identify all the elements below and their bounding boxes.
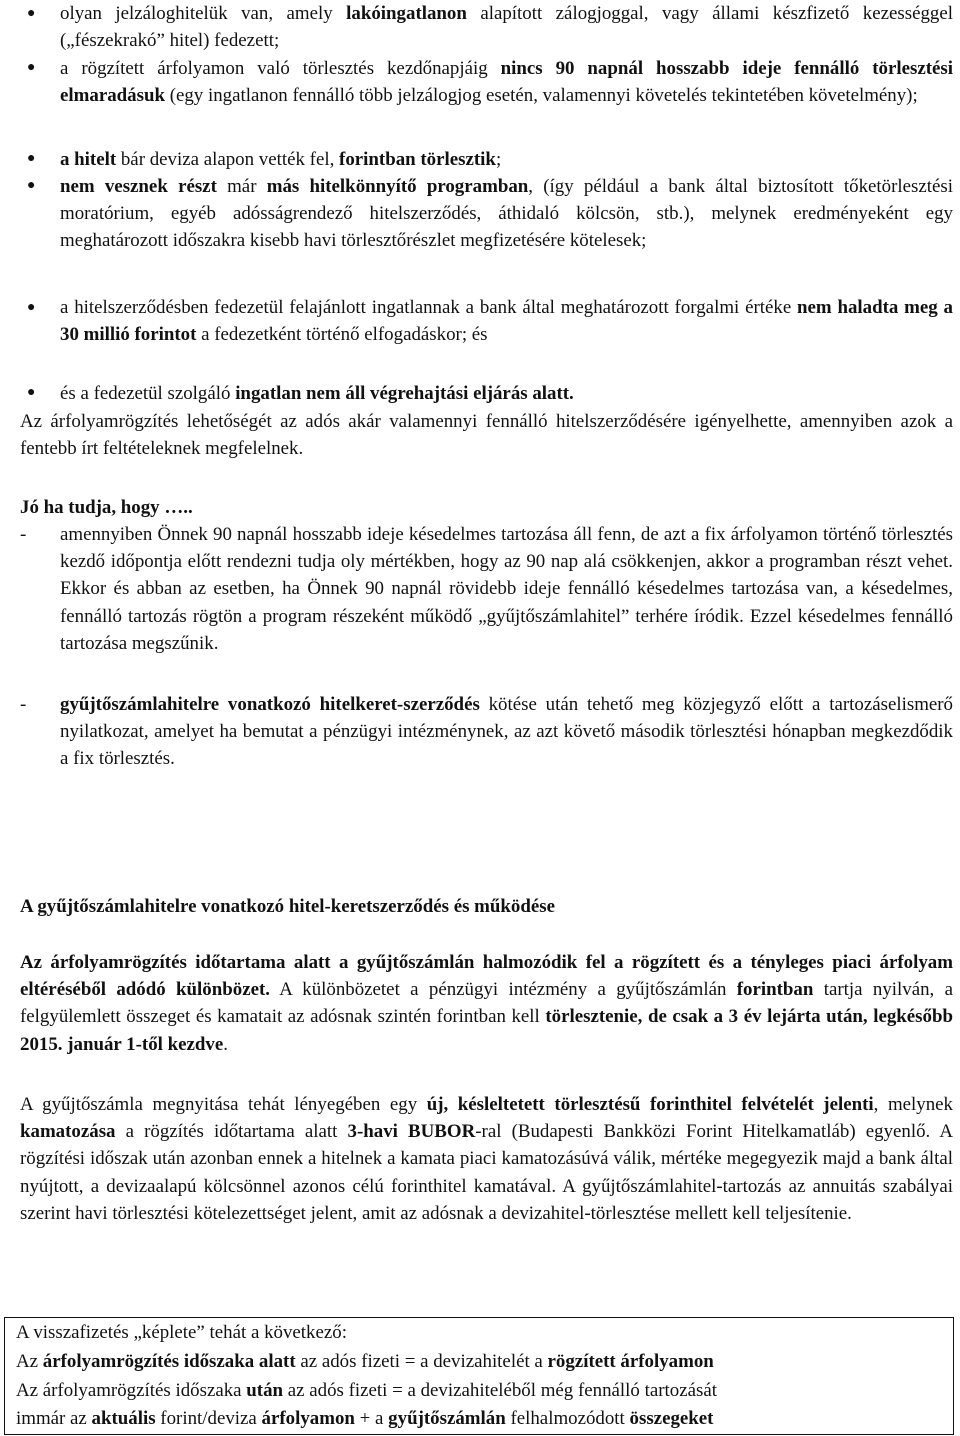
text-run: Az [16, 1351, 43, 1372]
text-run: amennyiben Önnek 90 napnál hosszabb ideje késedelmes tartozása áll fenn, de azt a fix árfolyamon történő törlesztés kezdő időpontja előtt rendezni tudja oly mértékben, hogy az 90 nap alá csökkenjen, akkor a programban részt vehet. Ekkor és abban az esetben, ha Önnek 90 napnál rövidebb ideje fennálló késedelmes tartozása van, a késedelmes, fennálló tartozás rögtön a program részeként működő „gyűjtőszámlahitel” terhére íródik. Ezzel késedelmes fennálló tartozása megszűnik. [60, 524, 953, 654]
text-run: , melynek [873, 1094, 954, 1115]
dash-marker: - [20, 524, 27, 545]
bold-text: gyűjtőszámlán [388, 1408, 506, 1429]
bold-text: forintban törlesztik [339, 149, 496, 170]
bold-text: ingatlan nem áll végrehajtási eljárás alatt. [235, 383, 574, 404]
text-run: a fedezetként történő elfogadáskor; és [196, 324, 488, 346]
text-run: + a [354, 1408, 389, 1429]
bullet-item [60, 294, 953, 348]
section-paragraph [20, 949, 953, 1058]
text-run: ; [495, 149, 502, 170]
text-run: olyan jelzáloghitelük van, amely [60, 3, 347, 24]
bullet-icon: ● [27, 178, 36, 193]
text-run: a rögzített árfolyamon való törlesztés kezdőnapjáig [60, 58, 501, 79]
text-run: immár az [16, 1408, 92, 1429]
tip-heading: Jó ha tudja, hogy ….. [20, 497, 193, 518]
text-run: A különbözetet a pénzügyi intézmény a gyűjtőszámlán [270, 979, 737, 1001]
text-run: felhalmozódott [505, 1408, 630, 1429]
bold-text: 3-havi BUBOR [347, 1121, 476, 1143]
text-run: Az árfolyamrögzítés időszaka [16, 1380, 247, 1401]
text-run: és a fedezetül szolgáló [60, 383, 236, 404]
bullet-item [60, 0, 953, 54]
bullet-item [60, 55, 953, 109]
text-run: az adós fizeti = a devizahitelét a [295, 1351, 548, 1372]
formula-intro: A visszafizetés „képlete” tehát a következő: [16, 1322, 347, 1343]
bullet-icon: ● [27, 60, 36, 75]
formula-line [16, 1405, 951, 1432]
tip-item [60, 521, 953, 657]
text-run: az adós fizeti = a devizahiteléből még fennálló tartozását [283, 1380, 717, 1401]
bold-text: kamatozása [20, 1121, 116, 1143]
intro-paragraph: Az árfolyamrögzítés lehetőségét az adós akár valamennyi fennálló hitelszerződésére igényelhette, amennyiben azok a fentebb írt feltételeknek megfelelnek. [20, 411, 953, 460]
bullet-icon: ● [27, 6, 36, 21]
text-run: A gyűjtőszámla megnyitása tehát lényegében egy [20, 1094, 427, 1115]
formula-line [16, 1348, 951, 1375]
dash-marker: - [20, 694, 27, 715]
section-paragraph [20, 1091, 953, 1227]
bullet-icon: ● [27, 151, 36, 166]
text-run: , (így például a bank által biztosított tőketörlesztési moratórium, egyéb adósságrendező hitelszerződés, áthidaló kölcsön, stb.), melynek eredményeként egy meghatározott időszakra kisebb havi törlesztőrészlet megfizetésére kötelesek; [60, 176, 953, 252]
bold-text: forintban [736, 979, 814, 1001]
bullet-item [60, 146, 953, 173]
bold-text: a hitelt [60, 149, 117, 170]
bold-text: árfolyamrögzítés időszaka alatt [42, 1351, 296, 1372]
bullet-item [60, 173, 953, 255]
bold-text: új, késleltetett törlesztésű forinthitel felvételét jelenti [426, 1094, 874, 1115]
text-run: . [223, 1033, 228, 1055]
text-run: tartja nyilván, a felgyülemlett összeget és kamatait az adósnak szintén forintban kell [20, 979, 953, 1028]
bold-text: Az árfolyamrögzítés időtartama alatt a gyűjtőszámlán halmozódik fel a rögzített és a tényleges piaci árfolyam eltéréséből adódó különbözet. [20, 952, 953, 1001]
bullet-item [60, 380, 953, 407]
bold-text: aktuális [91, 1408, 156, 1429]
bold-text: után [246, 1380, 284, 1401]
text-run: bár deviza alapon vették fel, [116, 149, 340, 170]
text-run: kötése után tehető meg közjegyző előtt a tartozáselismerő nyilatkozat, amelyet ha bemutat a pénzügyi intézménynek, az azt követő második törlesztési hónapban megkezdődik a fix törlesztés. [60, 694, 954, 770]
text-run: (egy ingatlanon fennálló több jelzálogjog esetén, valamennyi követelés tekintetében követelmény); [164, 85, 918, 107]
bold-text: árfolyamon [261, 1408, 355, 1429]
formula-line [16, 1377, 951, 1404]
bold-text: gyűjtőszámlahitelre vonatkozó hitelkeret-szerződés [60, 694, 480, 715]
text-run: alapított zálogjoggal, vagy állami készfizető kezességgel („fészekrakó” hitel) fedezett; [60, 3, 953, 52]
bold-text: más hitelkönnyítő programban [266, 176, 529, 197]
bold-text: nincs 90 napnál hosszabb ideje fennálló törlesztési elmaradásuk [60, 58, 953, 107]
section-heading: A gyűjtőszámlahitelre vonatkozó hitel-keretszerződés és működése [20, 896, 555, 917]
text-run: a rögzítés időtartama alatt [115, 1121, 348, 1143]
bold-text: rögzített árfolyamon [547, 1351, 714, 1372]
text-run: -ral (Budapesti Bankközi Forint Hitelkamatláb) egyenlő. A rögzítési időszak után azonban ennek a hitelnek a kamata piaci kamatozásúvá válik, mértéke megegyezik majd a bank által nyújtott, a devizaalapú kölcsönnel azonos célú forinthitel kamatával. A gyűjtőszámlahitel-tartozás az annuitás szabályai szerint havi törlesztési kötelezettséget jelent, amit az adósnak a devizahitel-törlesztése mellett kell teljesítenie. [20, 1121, 953, 1224]
bold-text: nem haladta meg a 30 millió forintot [60, 297, 953, 346]
bold-text: törlesztenie, de csak a 3 év lejárta után, legkésőbb 2015. január 1-től kezdve [20, 1006, 953, 1055]
text-run: a hitelszerződésben fedezetül felajánlott ingatlannak a bank által meghatározott forgalmi értéke [60, 297, 798, 318]
bold-text: lakóingatlanon [346, 3, 467, 24]
bullet-icon: ● [27, 300, 36, 315]
bold-text: összegeket [629, 1408, 714, 1429]
tip-item [60, 691, 953, 773]
bullet-icon: ● [27, 385, 36, 400]
text-run: már [216, 176, 267, 197]
bold-text: nem vesznek részt [60, 176, 217, 197]
text-run: forint/deviza [155, 1408, 262, 1429]
